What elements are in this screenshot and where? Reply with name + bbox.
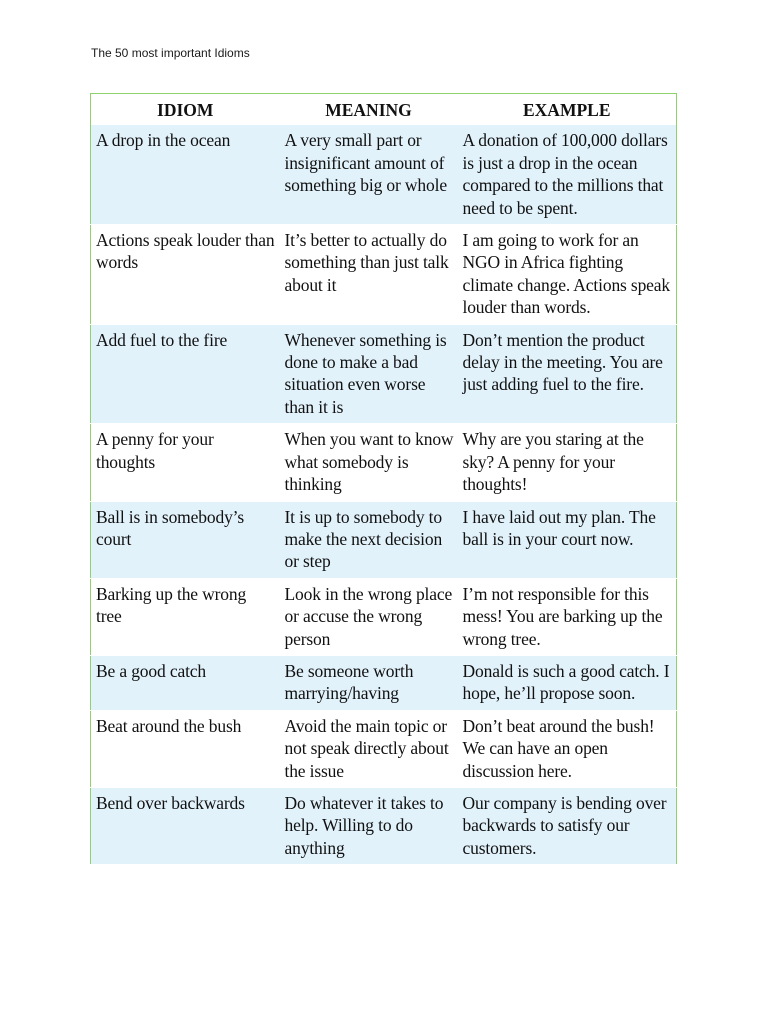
meaning-cell: Whenever something is done to make a bad situation even worse than it is [280, 324, 458, 424]
column-header-idiom: IDIOM [91, 94, 280, 126]
table-row [91, 710, 677, 787]
meaning-cell: Be someone worth marrying/having [280, 655, 458, 710]
meaning-cell: It’s better to actually do something than just talk about it [280, 225, 458, 325]
table-row [91, 225, 677, 325]
example-cell: I am going to work for an NGO in Africa fighting climate change. Actions speak louder than words. [458, 225, 677, 325]
idiom-cell: Actions speak louder than words [91, 225, 280, 325]
idiom-cell: Beat around the bush [91, 710, 280, 787]
meaning-cell: Avoid the main topic or not speak directly about the issue [280, 710, 458, 787]
table-row [91, 424, 677, 501]
idiom-cell: Barking up the wrong tree [91, 578, 280, 655]
example-cell: Donald is such a good catch. I hope, he’ll propose soon. [458, 655, 677, 710]
column-header-meaning: MEANING [280, 94, 458, 126]
example-cell: Why are you staring at the sky? A penny for your thoughts! [458, 424, 677, 501]
example-cell: Don’t mention the product delay in the meeting. You are just adding fuel to the fire. [458, 324, 677, 424]
meaning-cell: Do whatever it takes to help. Willing to do anything [280, 787, 458, 864]
idiom-cell: Bend over backwards [91, 787, 280, 864]
idiom-cell: A drop in the ocean [91, 125, 280, 224]
example-cell: I’m not responsible for this mess! You are barking up the wrong tree. [458, 578, 677, 655]
page-header: The 50 most important Idioms [91, 46, 250, 60]
meaning-cell: A very small part or insignificant amount of something big or whole [280, 125, 458, 224]
table-header-row [91, 94, 677, 126]
idiom-table [90, 93, 677, 865]
table-row [91, 324, 677, 424]
table-row [91, 125, 677, 224]
idiom-cell: Add fuel to the fire [91, 324, 280, 424]
meaning-cell: When you want to know what somebody is thinking [280, 424, 458, 501]
idiom-cell: Be a good catch [91, 655, 280, 710]
table-row [91, 501, 677, 578]
table-row [91, 787, 677, 864]
table-row [91, 578, 677, 655]
meaning-cell: Look in the wrong place or accuse the wrong person [280, 578, 458, 655]
example-cell: I have laid out my plan. The ball is in your court now. [458, 501, 677, 578]
idiom-cell: Ball is in somebody’s court [91, 501, 280, 578]
idiom-cell: A penny for your thoughts [91, 424, 280, 501]
example-cell: Our company is bending over backwards to satisfy our customers. [458, 787, 677, 864]
column-header-example: EXAMPLE [458, 94, 677, 126]
table-row [91, 655, 677, 710]
example-cell: A donation of 100,000 dollars is just a drop in the ocean compared to the millions that need to be spent. [458, 125, 677, 224]
example-cell: Don’t beat around the bush! We can have an open discussion here. [458, 710, 677, 787]
meaning-cell: It is up to somebody to make the next decision or step [280, 501, 458, 578]
